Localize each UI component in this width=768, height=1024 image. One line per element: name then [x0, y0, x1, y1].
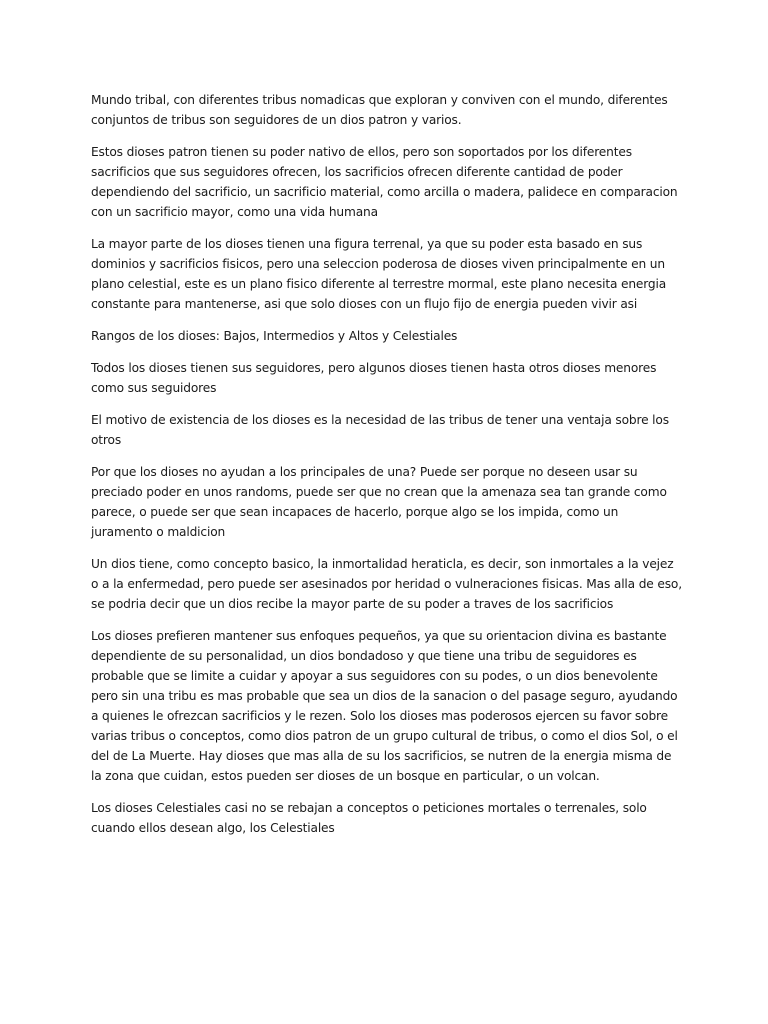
- paragraph-god-ranks: Rangos de los dioses: Bajos, Intermedios y Altos y Celestiales: [91, 329, 458, 343]
- paragraph-intro: Mundo tribal, con diferentes tribus nomadicas que exploran y conviven con el mundo, diferentes conjuntos de tribus son seguidores de un dios patron y varios.: [91, 93, 668, 127]
- paragraph-focus: Los dioses prefieren mantener sus enfoques pequeños, ya que su orientacion divina es bastante dependiente de su personalidad, un dios bondadoso y que tiene una tribu de seguidores es probable que se limite a cuidar y apoyar a sus seguidores con su podes, o un dios benevolente pero sin una tribu es mas probable que sea un dios de la sanacion o del pasage seguro, ayudando a quienes le ofrezcan sacrificios y le rezen. Solo los dioses mas poderosos ejercen su favor sobre varias tribus o conceptos, como dios patron de un grupo cultural de tribus, o como el dios Sol, o el del de La Muerte. Hay dioses que mas alla de su los sacrificios, se nutren de la energia misma de la zona que cuidan, estos pueden ser dioses de un bosque en particular, o un volcan.: [91, 629, 678, 783]
- paragraph-motive: El motivo de existencia de los dioses es la necesidad de las tribus de tener una ventaja sobre los otros: [91, 413, 669, 447]
- paragraph-celestials: Los dioses Celestiales casi no se rebajan a conceptos o peticiones mortales o terrenales, solo cuando ellos desean algo, los Celestiales: [91, 801, 647, 835]
- paragraph-why-not-help: Por que los dioses no ayudan a los principales de una? Puede ser porque no deseen usar su preciado poder en unos randoms, puede ser que no crean que la amenaza sea tan grande como parece, o puede ser que sean incapaces de hacerlo, porque algo se los impida, como un juramento o maldicion: [91, 465, 667, 539]
- paragraph-patron-gods: Estos dioses patron tienen su poder nativo de ellos, pero son soportados por los diferentes sacrificios que sus seguidores ofrecen, los sacrificios ofrecen diferente cantidad de poder dependiendo del sacrificio, un sacrificio material, como arcilla o madera, palidece en comparacion con un sacrificio mayor, como una vida humana: [91, 145, 678, 219]
- paragraph-immortality: Un dios tiene, como concepto basico, la inmortalidad heraticla, es decir, son inmortales a la vejez o a la enfermedad, pero puede ser asesinados por heridad o vulneraciones fisicas. Mas alla de eso, se podria decir que un dios recibe la mayor parte de su poder a traves de los sacrificios: [91, 557, 682, 611]
- paragraph-followers: Todos los dioses tienen sus seguidores, pero algunos dioses tienen hasta otros dioses menores como sus seguidores: [91, 361, 657, 395]
- document-body: [91, 90, 683, 850]
- paragraph-celestial-plane: La mayor parte de los dioses tienen una figura terrenal, ya que su poder esta basado en sus dominios y sacrificios fisicos, pero una seleccion poderosa de dioses viven principalmente en un plano celestial, este es un plano fisico diferente al terrestre mormal, este plano necesita energia constante para mantenerse, asi que solo dioses con un flujo fijo de energia pueden vivir asi: [91, 237, 667, 311]
